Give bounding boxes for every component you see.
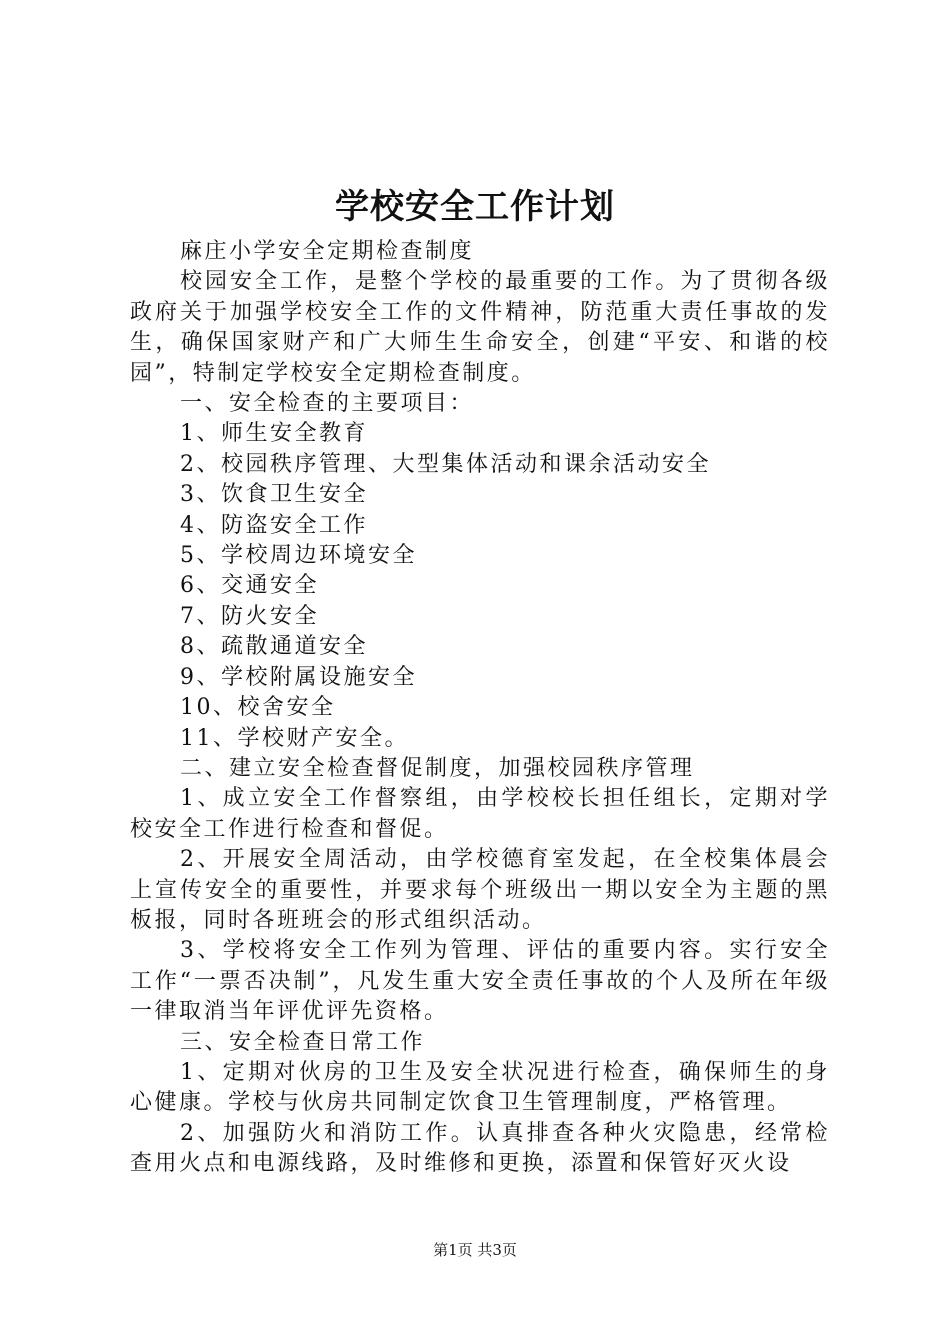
list-item: 8、疏散通道安全 bbox=[180, 634, 368, 660]
list-item: 2、校园秩序管理、大型集体活动和课余活动安全 bbox=[180, 451, 711, 477]
document-body bbox=[130, 237, 830, 1180]
paragraph: 1、成立安全工作督察组，由学校校长担任组长，定期对学校安全工作进行检查和督促。 bbox=[130, 786, 830, 842]
paragraph: 1、定期对伙房的卫生及安全状况进行检查，确保师生的身心健康。学校与伙房共同制定饮食卫生管理制度，严格管理。 bbox=[130, 1059, 830, 1116]
paragraph: 2、加强防火和消防工作。认真排查各种火灾隐患，经常检查用火点和电源线路，及时维修和更换，添置和保管好灭火设 bbox=[130, 1120, 830, 1177]
paragraph-subtitle: 麻庄小学安全定期检查制度 bbox=[180, 239, 475, 264]
paragraph: 3、学校将安全工作列为管理、评估的重要内容。实行安全工作“一票否决制”，凡发生重大安全责任事故的个人及所在年级一律取消当年评优评先资格。 bbox=[130, 938, 830, 1025]
list-item: 1、师生安全教育 bbox=[180, 421, 368, 447]
section-heading-3: 三、安全检查日常工作 bbox=[180, 1029, 426, 1055]
document-title: 学校安全工作计划 bbox=[335, 187, 615, 227]
list-item: 11、学校财产安全。 bbox=[180, 725, 409, 751]
section-heading-2: 二、建立安全检查督促制度，加强校园秩序管理 bbox=[180, 755, 695, 781]
list-item: 5、学校周边环境安全 bbox=[180, 543, 417, 569]
list-item: 3、饮食卫生安全 bbox=[180, 482, 368, 508]
list-item: 4、防盗安全工作 bbox=[180, 512, 368, 538]
list-item: 10、校舍安全 bbox=[180, 695, 336, 721]
list-item: 9、学校附属设施安全 bbox=[180, 664, 417, 690]
list-item: 6、交通安全 bbox=[180, 573, 319, 599]
paragraph-intro: 校园安全工作，是整个学校的最重要的工作。为了贯彻各级政府关于加强学校安全工作的文件精神，防范重大责任事故的发生，确保国家财产和广大师生生命安全，创建“平安、和谐的校园”，特制定学校安全定期检查制度。 bbox=[130, 269, 830, 386]
list-item: 7、防火安全 bbox=[180, 603, 319, 629]
section-heading-1: 一、安全检查的主要项目： bbox=[180, 391, 475, 417]
paragraph: 2、开展安全周活动，由学校德育室发起，在全校集体晨会上宣传安全的重要性，并要求每个班级出一期以安全为主题的黑板报，同时各班班会的形式组织活动。 bbox=[130, 847, 830, 933]
page-footer: 第1页 共3页 bbox=[433, 1241, 517, 1259]
